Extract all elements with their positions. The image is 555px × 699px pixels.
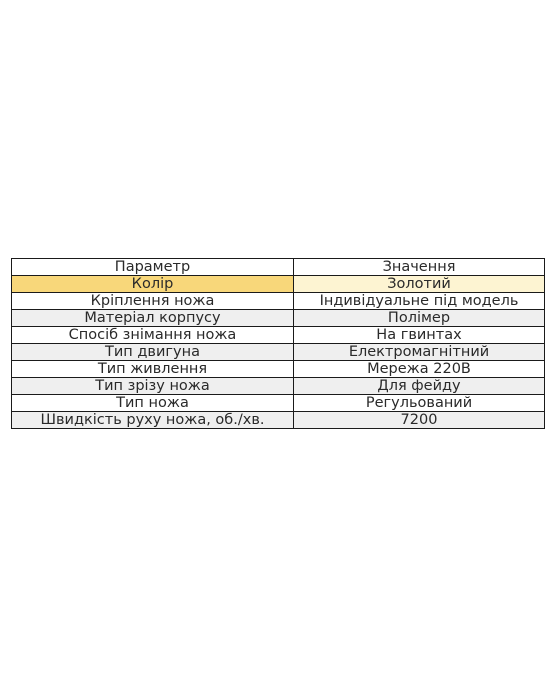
param-cell: Швидкість руху ножа, об./хв. xyxy=(12,412,294,429)
value-cell: Індивідуальне під модель xyxy=(294,293,545,310)
value-cell: Мережа 220В xyxy=(294,361,545,378)
value-cell: Електромагнітний xyxy=(294,344,545,361)
param-cell: Колір xyxy=(12,276,294,293)
param-cell: Тип двигуна xyxy=(12,344,294,361)
table-row xyxy=(12,310,545,327)
table-row xyxy=(12,412,545,429)
value-cell: Регульований xyxy=(294,395,545,412)
table-row xyxy=(12,276,545,293)
param-cell: Тип зрізу ножа xyxy=(12,378,294,395)
table-header-row xyxy=(12,259,545,276)
value-cell: 7200 xyxy=(294,412,545,429)
value-cell: На гвинтах xyxy=(294,327,545,344)
table-row xyxy=(12,293,545,310)
table-row xyxy=(12,344,545,361)
table-row xyxy=(12,378,545,395)
table-row xyxy=(12,395,545,412)
param-cell: Матеріал корпусу xyxy=(12,310,294,327)
value-cell: Для фейду xyxy=(294,378,545,395)
param-cell: Спосіб знімання ножа xyxy=(12,327,294,344)
header-param-cell: Параметр xyxy=(12,259,294,276)
spec-table xyxy=(11,258,545,429)
param-cell: Тип ножа xyxy=(12,395,294,412)
table-row xyxy=(12,361,545,378)
value-cell: Полімер xyxy=(294,310,545,327)
param-cell: Тип живлення xyxy=(12,361,294,378)
header-value-cell: Значення xyxy=(294,259,545,276)
table-row xyxy=(12,327,545,344)
param-cell: Кріплення ножа xyxy=(12,293,294,310)
value-cell: Золотий xyxy=(294,276,545,293)
